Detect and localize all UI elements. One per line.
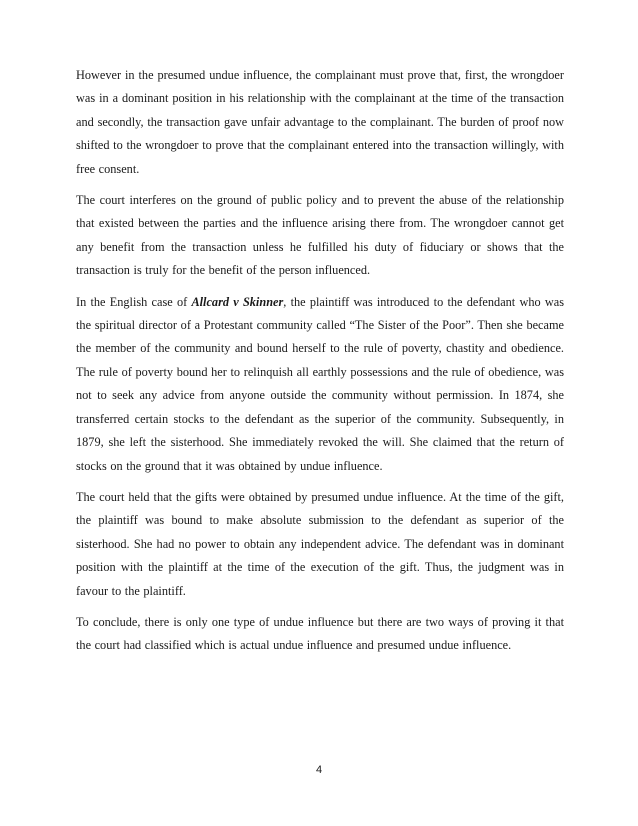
page-number: 4 [315,764,323,776]
paragraph-court-held: The court held that the gifts were obtained by presumed undue influence. At the time of the gift, the plaintiff was bound to make absolute submission to the defendant as superior of the sisterhood. She had no power to obtain any independent advice. The defendant was in dominant position with the plaintiff at the time of the execution of the gift. Thus, the judgment was in favour to the plaintiff. [76,489,564,598]
paragraph-case-facts [76,291,564,478]
case-intro-text: In the English case of [76,294,192,309]
page-body [76,64,564,666]
paragraph-conclusion: To conclude, there is only one type of undue influence but there are two ways of proving it that the court had classified which is actual undue influence and presumed undue influence. [76,614,564,653]
case-name: Allcard v Skinner [191,294,284,309]
paragraph-presumed-influence: However in the presumed undue influence, the complainant must prove that, first, the wrongdoer was in a dominant position in his relationship with the complainant at the time of the transaction and secondly, the transaction gave unfair advantage to the complainant. The burden of proof now shifted to the wrongdoer to prove that the complainant entered into the transaction willingly, with free consent. [76,68,564,176]
paragraph-court-interference: The court interferes on the ground of public policy and to prevent the abuse of the relationship that existed between the parties and the influence arising there from. The wrongdoer cannot get any benefit from the transaction unless he fulfilled his duty of fiduciary or shows that the transaction is truly for the benefit of the person influenced. [76,193,564,278]
case-facts-text: , the plaintiff was introduced to the defendant who was the spiritual director of a Protestant community called “The Sister of the Poor”. Then she became the member of the community and bound herself to the rule of poverty, chastity and obedience. The rule of poverty bound her to relinquish all earthly possessions and the rule of obedience, was not to seek any advice from anyone outside the community without permission. In 1874, she transferred certain stocks to the defendant as the superior of the community. Subsequently, in 1879, she left the sisterhood. She immediately revoked the will. She claimed that the return of stocks on the ground that it was obtained by undue influence. [76,294,564,473]
